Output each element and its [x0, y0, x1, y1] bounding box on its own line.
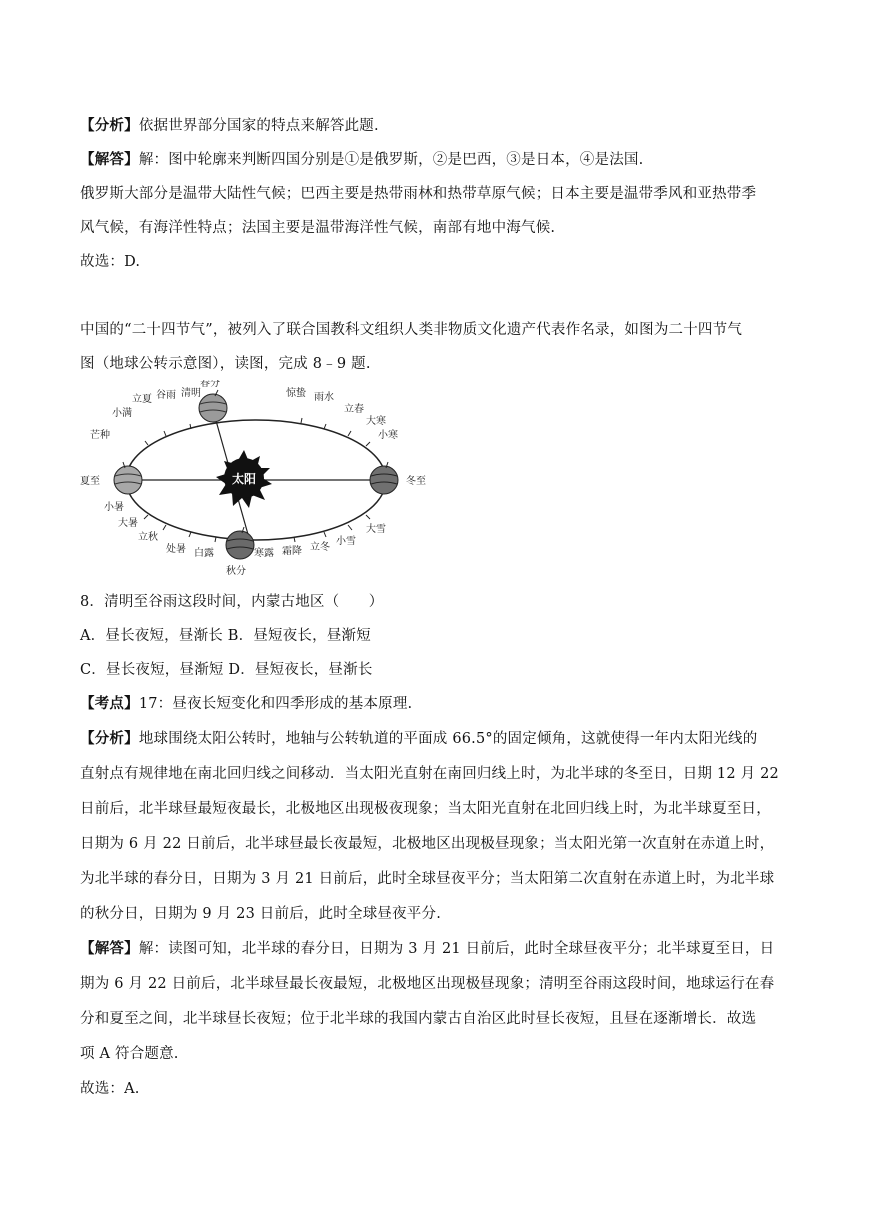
- analysis-text: 依据世界部分国家的特点来解答此题.: [138, 118, 379, 134]
- q8-answer-tag: 【解答】: [80, 940, 139, 957]
- solar-terms-diagram: [76, 380, 436, 580]
- kaodian-text: 17：昼夜长短变化和四季形成的基本原理.: [138, 696, 413, 712]
- term-chunfen: 春分: [200, 380, 220, 389]
- term-jingzhe: 惊蛰: [286, 388, 306, 399]
- question-8-options-1: A．昼长夜短，昼渐长 B．昼短夜长，昼渐短: [80, 628, 371, 644]
- term-shuangjiang: 霜降: [282, 546, 302, 557]
- earth-icon-dongzhi: [370, 462, 398, 494]
- term-daxue: 大雪: [366, 524, 386, 535]
- term-qiufen: 秋分: [226, 566, 246, 577]
- q8-answer-line-1: [80, 937, 800, 958]
- q8-answer-text-1: 解：读图可知，北半球的春分日，日期为 3 月 21 日前后，此时全球昼夜平分；北半球夏至日，日: [138, 941, 775, 957]
- q8-analysis-line-1: [80, 727, 800, 748]
- kaodian-line: [80, 692, 800, 713]
- analysis-tag: 【分析】: [80, 117, 139, 134]
- analysis-line: [80, 114, 800, 135]
- term-lidong: 立冬: [310, 542, 330, 553]
- term-chushu: 处暑: [166, 544, 186, 555]
- question-8-options-2: C．昼长夜短，昼渐短 D．昼短夜长，昼渐长: [80, 662, 373, 678]
- body-line-1: 俄罗斯大部分是温带大陆性气候；巴西主要是热带雨林和热带草原气候；日本主要是温带季风和亚热带季: [80, 186, 757, 202]
- term-xiazhi: 夏至: [80, 476, 100, 487]
- q8-analysis-text-1: 地球围绕太阳公转时，地轴与公转轨道的平面成 66.5°的固定倾角，这就使得一年内太阳光线的: [138, 731, 758, 747]
- q8-answer-line-2: 期为 6 月 22 日前后，北半球昼最长夜最短，北极地区出现极昼现象；清明至谷雨这段时间，地球运行在春: [80, 976, 775, 992]
- answer-text: 解：图中轮廓来判断四国分别是①是俄罗斯，②是巴西，③是日本，④是法国.: [138, 152, 644, 168]
- q8-answer-line-3: 分和夏至之间，北半球昼长夜短；位于北半球的我国内蒙古自治区此时昼长夜短，且昼在逐渐增长．故选: [80, 1011, 757, 1027]
- term-mangzhong: 芒种: [90, 430, 110, 441]
- q8-choice-line: 故选：A.: [80, 1081, 140, 1097]
- term-xiaoxue: 小雪: [336, 536, 356, 547]
- sun-label: 太阳: [231, 472, 257, 486]
- q8-analysis-line-4: 日期为 6 月 22 日前后，北半球昼最长夜最短，北极地区出现极昼现象；当太阳光第一次直射在赤道上时，: [80, 836, 775, 852]
- body-line-2: 风气候，有海洋性特点；法国主要是温带海洋性气候，南部有地中海气候.: [80, 220, 556, 236]
- q8-analysis-tag: 【分析】: [80, 730, 139, 747]
- term-xiaoshu: 小暑: [104, 502, 124, 513]
- answer-tag: 【解答】: [80, 151, 139, 168]
- term-liqiu: 立秋: [138, 532, 158, 543]
- term-lichun: 立春: [344, 404, 364, 415]
- q8-analysis-line-5: 为北半球的春分日，日期为 3 月 21 日前后，此时全球昼夜平分；当太阳第二次直射在赤道上时，为北半球: [80, 871, 775, 887]
- term-guyu: 谷雨: [156, 390, 176, 401]
- kaodian-tag: 【考点】: [80, 695, 139, 712]
- q8-analysis-line-3: 日前后，北半球昼最短夜最长，北极地区出现极夜现象；当太阳光直射在北回归线上时，为北半球夏至日，: [80, 801, 771, 817]
- term-dahan: 大寒: [366, 416, 386, 427]
- q8-answer-line-4: 项 A 符合题意.: [80, 1046, 179, 1062]
- term-dongzhi: 冬至: [406, 476, 426, 487]
- intro-line-2: 图（地球公转示意图），读图，完成 8﹣9 题.: [80, 356, 371, 372]
- term-bailu: 白露: [194, 548, 214, 559]
- question-8-stem: 8．清明至谷雨这段时间，内蒙古地区（ ）: [80, 594, 384, 610]
- term-qingming: 清明: [181, 388, 201, 399]
- term-dashu: 大暑: [118, 518, 138, 529]
- choice-line: 故选：D.: [80, 254, 141, 270]
- earth-icon-xiazhi: [114, 462, 142, 494]
- term-hanlu: 寒露: [254, 548, 274, 559]
- q8-analysis-line-6: 的秋分日，日期为 9 月 23 日前后，此时全球昼夜平分.: [80, 906, 442, 922]
- term-xiaoman: 小满: [112, 408, 132, 419]
- term-lixia: 立夏: [132, 394, 152, 405]
- earth-icon-chunfen: [199, 390, 227, 422]
- intro-line-1: 中国的“二十四节气”，被列入了联合国教科文组织人类非物质文化遗产代表作名录，如图为二十四节气: [80, 322, 743, 338]
- term-yushui: 雨水: [314, 392, 334, 403]
- q8-analysis-line-2: 直射点有规律地在南北回归线之间移动．当太阳光直射在南回归线上时，为北半球的冬至日，日期 12 月 22: [80, 766, 779, 782]
- earth-icon-qiufen: [226, 527, 254, 559]
- answer-line: [80, 148, 800, 169]
- term-xiaohan: 小寒: [378, 430, 398, 441]
